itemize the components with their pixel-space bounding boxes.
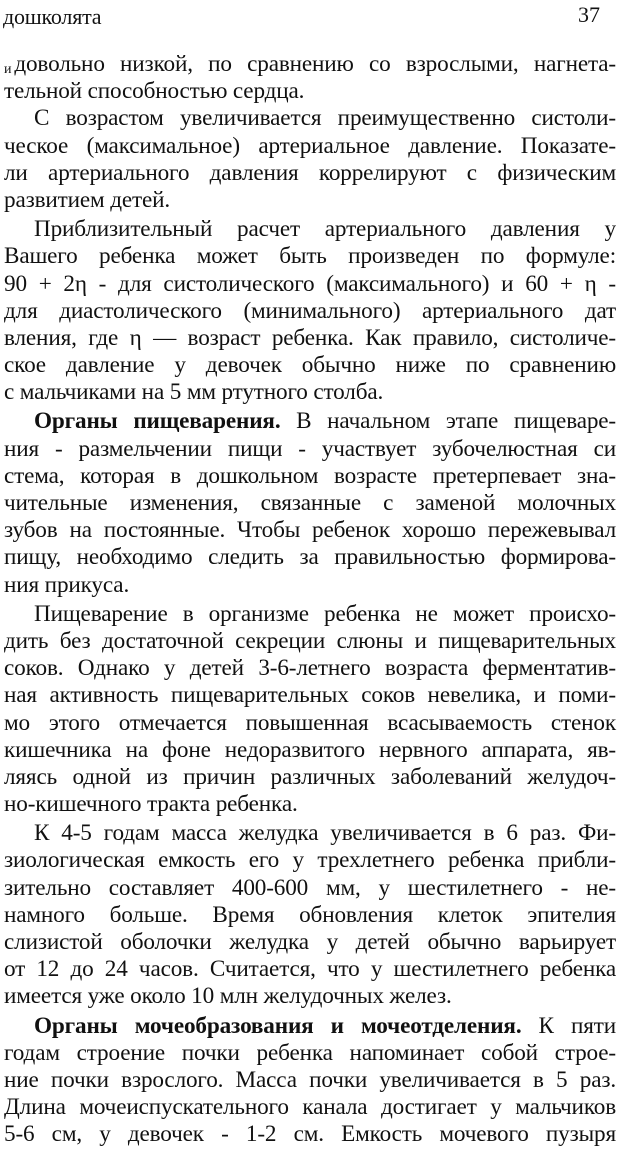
text-line: намного больше. Время обновления клеток эпителия (4, 901, 616, 928)
text-line: пищу, необходимо следить за правильностью формирова- (4, 544, 616, 571)
paragraph-blood-pressure-age (4, 105, 616, 214)
text-line: К 4-5 годам масса желудка увеличивается в 6 раз. Фи- (34, 820, 616, 847)
text-line: дить без достаточной секреции слюны и пищеварительных (4, 627, 616, 654)
page-number: 37 (578, 2, 600, 27)
text-line: Пищеварение в организме ребенка не может происхо- (34, 600, 616, 627)
paragraph-heart-continuation (4, 51, 616, 105)
line-text: К пяти (521, 1012, 616, 1039)
text-line: 5-6 см, у девочек - 1-2 см. Емкость мочевого пузыря (4, 1121, 616, 1148)
text-line: с мальчиками на 5 мм ртутного столба. (4, 379, 384, 406)
text-line (4, 51, 616, 78)
section-heading: Органы мочеобразования и мочеотделения. (34, 1012, 522, 1039)
text-line: Приблизительный расчет артериального давления у (34, 216, 616, 243)
text-line: ли артериального давления коррелируют с физическим (4, 159, 616, 186)
text-line: но-кишечного тракта ребенка. (4, 791, 298, 818)
text-line: ляясь одной из причин различных заболеваний желудоч- (4, 763, 616, 790)
line-lead: и (4, 62, 12, 77)
running-title: дошколята (3, 4, 102, 29)
paragraph-digestion-secretion (4, 601, 616, 819)
text-line: ское давление у девочек обычно ниже по сравнению (4, 352, 616, 379)
text-line: Вашего ребенка может быть произведен по формуле: (4, 243, 616, 270)
line-text: довольно низкой, по сравнению со взрослыми, нагнета- (14, 51, 616, 77)
section-heading: Органы пищеварения. (34, 408, 281, 435)
text-line: 90 + 2η - для систолического (максимального) и 60 + η - (4, 270, 616, 297)
text-line: годам строение почки ребенка напоминает собой строе- (4, 1039, 616, 1066)
text-line: ния - размельчении пищи - участвует зубочелюстная си (4, 435, 616, 462)
paragraph-pressure-formula (4, 216, 616, 406)
text-line: слизистой оболочки желудка у детей обычно варьирует (4, 929, 616, 955)
text-line: зиологическая емкость его у трехлетнего ребенка прибли- (4, 847, 616, 874)
text-line: чительные изменения, связанные с заменой молочных (4, 490, 616, 516)
paragraph-urinary-organs (4, 1013, 616, 1149)
text-line: вления, где η — возраст ребенка. Как правило, систоличе- (4, 324, 616, 351)
text-line: мо этого отмечается повышенная всасываемость стенок (4, 709, 616, 736)
body-text (4, 51, 616, 1149)
text-line: имеется уже около 10 млн желудочных желез. (4, 983, 452, 1010)
text-line: зительно составляет 400-600 мм, у шестилетнего - не- (4, 874, 616, 901)
text-line: тельной способностью сердца. (4, 78, 305, 105)
text-line: С возрастом увеличивается преимущественно систоли- (34, 105, 616, 132)
line-text: В начальном этапе пищеваре- (280, 408, 616, 435)
text-line: от 12 до 24 часов. Считается, что у шестилетнего ребенка (4, 956, 616, 983)
text-line: ная активность пищеварительных соков невелика, и поми- (4, 682, 616, 709)
text-line: развитием детей. (4, 186, 171, 213)
text-line: соков. Однако у детей 3-6-летнего возраста ферментатив- (4, 655, 616, 682)
text-line (4, 1013, 616, 1040)
text-line (4, 408, 616, 435)
text-line: ния прикуса. (4, 571, 130, 598)
paragraph-digestive-organs (4, 408, 616, 598)
text-line: кишечника на фоне недоразвитого нервного аппарата, яв- (4, 736, 616, 763)
text-line: ческое (максимальное) артериальное давление. Показате- (4, 132, 616, 159)
text-line: стема, которая в дошкольном возрасте претерпевает зна- (4, 462, 616, 489)
text-line: Длина мочеиспускательного канала достигает у мальчиков (4, 1094, 616, 1121)
paragraph-stomach (4, 820, 616, 1010)
text-line: для диастолического (минимального) артериального дат (4, 297, 616, 324)
text-line: ние почки взрослого. Масса почки увеличивается в 5 раз. (4, 1066, 616, 1093)
text-line: зубов на постоянные. Чтобы ребенок хорошо пережевывал (4, 517, 616, 544)
